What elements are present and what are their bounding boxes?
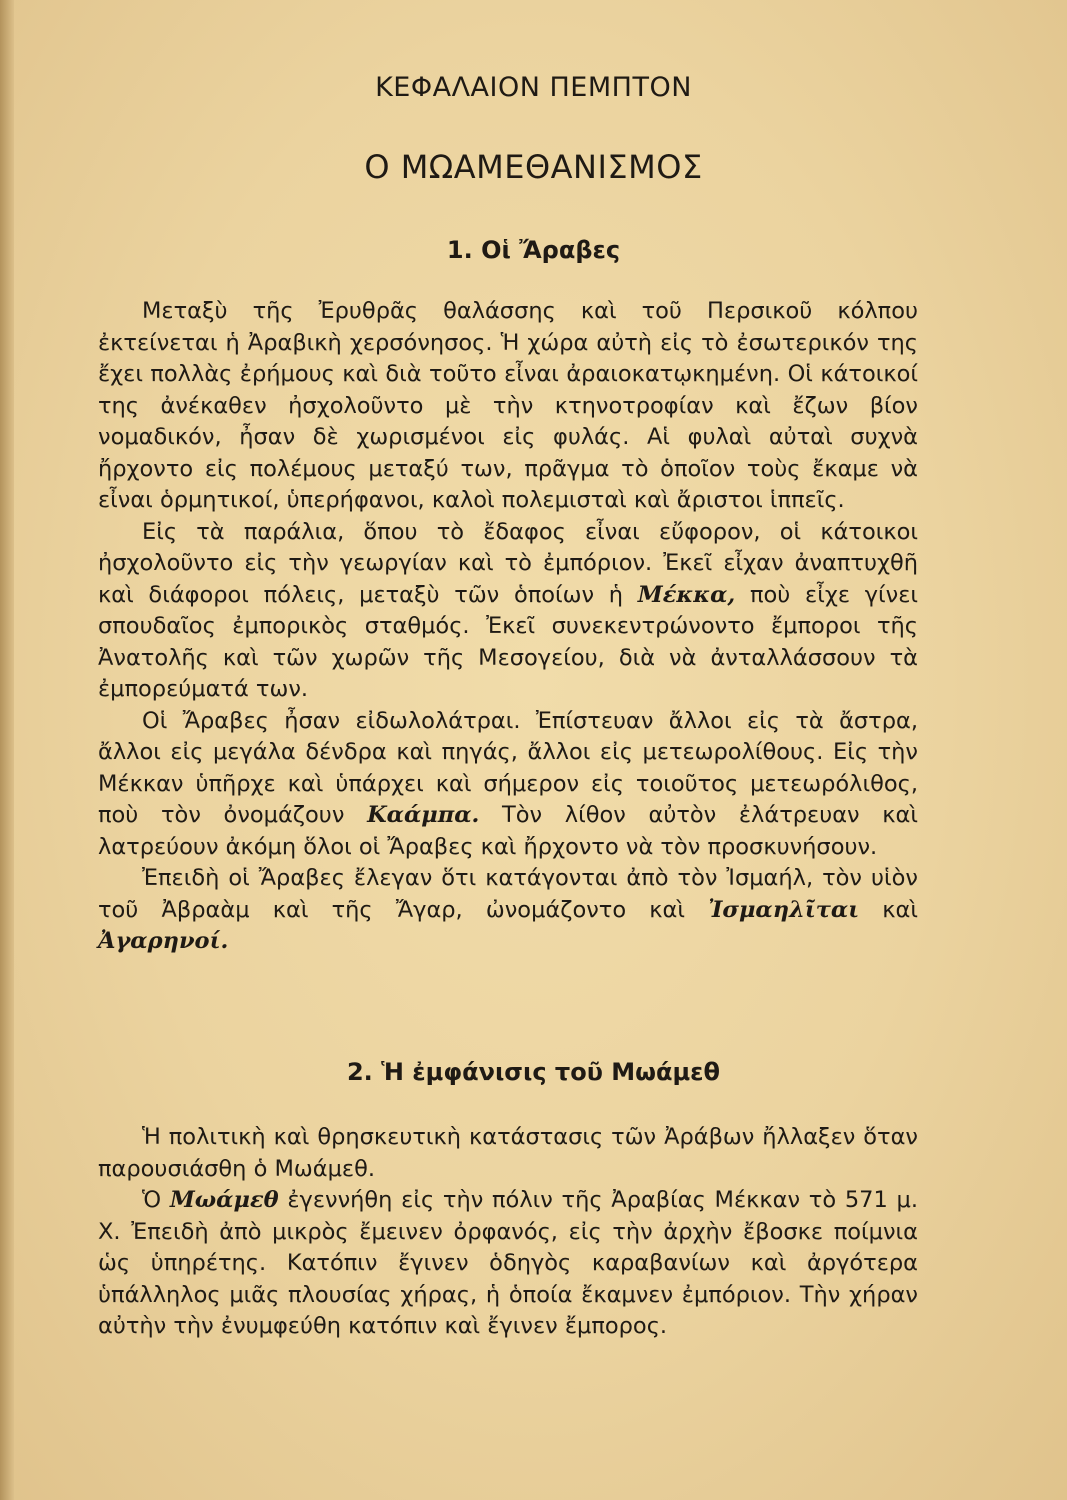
- chapter-title: Ο ΜΩΑΜΕΘΑΝΙΣΜΟΣ: [364, 148, 703, 186]
- emphasized-term: Ἀγαρηνοί.: [98, 928, 229, 954]
- text-run: Ἐπειδὴ οἱ Ἄραβες ἔλεγαν ὅτι κατάγονται ἀπὸ τὸν Ἰσμαήλ, τὸν υἱὸν τοῦ Ἀβραὰμ καὶ τῆς Ἄγαρ, ὠνομάζοντο καὶ: [98, 865, 918, 923]
- section-1-body: [98, 296, 918, 958]
- chapter-label: ΚΕΦΑΛΑΙΟΝ ΠΕΜΠΤΟΝ: [375, 72, 692, 103]
- section-heading-2: 2. Ἡ ἐμφάνισις τοῦ Μωάμεθ: [346, 1058, 721, 1086]
- section-2-body: [98, 1122, 918, 1343]
- emphasized-term: Μέκκα,: [637, 581, 736, 608]
- emphasized-term: Καάμπα.: [367, 802, 480, 828]
- paragraph: [98, 706, 918, 864]
- paragraph: [98, 1122, 918, 1185]
- text-run: ἐγεννήθη εἰς τὴν πόλιν τῆς Ἀραβίας Μέκκαν τὸ 571 μ. Χ. Ἐπειδὴ ἀπὸ μικρὸς ἔμεινεν ὀρφανός, εἰς τὴν ἀρχὴν ἔβοσκε ποίμνια ὡς ὑπηρέτης. Κατόπιν ἔγινεν ὁδηγὸς καραβανίων καὶ ἀργότερα ὑπάλληλος μιᾶς πλουσίας χήρας, ἡ ὁποία ἔκαμνεν ἐμπόριον. Τὴν χήραν αὐτὴν τὴν ἐνυμφεύθη κατόπιν καὶ ἔγινεν ἔμπορος.: [98, 1187, 918, 1339]
- text-run: Ὁ: [142, 1187, 170, 1213]
- emphasized-term: Μωάμεθ: [169, 1187, 279, 1213]
- text-run: Οἱ Ἄραβες ἦσαν εἰδωλολάτραι. Ἐπίστευαν ἄλλοι εἰς τὰ ἄστρα, ἄλλοι εἰς μεγάλα δένδρα καὶ πηγάς, ἄλλοι εἰς μετεωρολίθους. Εἰς τὴν Μέκκαν ὑπῆρχε καὶ ὑπάρχει καὶ σήμερον εἰς τοιοῦτος μετεωρόλιθος, ποὺ τὸν ὀνομάζουν: [98, 707, 918, 828]
- paragraph: [98, 863, 918, 958]
- text-run: Τὸν λίθον αὐτὸν ἐλάτρευαν καὶ λατρεύουν ἀκόμη ὅλοι οἱ Ἄραβες καὶ ἤρχοντο νὰ τὸν προσκυνήσουν.: [98, 802, 918, 860]
- text-run: Μεταξὺ τῆς Ἐρυθρᾶς θαλάσσης καὶ τοῦ Περσικοῦ κόλπου ἐκτείνεται ἡ Ἀραβικὴ χερσόνησος. Ἡ χώρα αὐτὴ εἰς τὸ ἐσωτερικόν της ἔχει πολλὰς ἐρήμους καὶ διὰ τοῦτο εἶναι ἀραιοκατῳκημένη. Οἱ κάτοικοί της ἀνέκαθεν ἠσχολοῦντο μὲ τὴν κτηνοτροφίαν καὶ ἔζων βίον νομαδικόν, ἦσαν δὲ χωρισμένοι εἰς φυλάς. Αἱ φυλαὶ αὐταὶ συχνὰ ἤρχοντο εἰς πολέμους μεταξύ των, πρᾶγμα τὸ ὁποῖον τοὺς ἔκαμε νὰ εἶναι ὁρμητικοί, ὑπερήφανοι, καλοὶ πολεμισταὶ καὶ ἄριστοι ἱππεῖς.: [98, 298, 918, 513]
- text-run: Εἰς τὰ παράλια, ὅπου τὸ ἔδαφος εἶναι εὔφορον, οἱ κάτοικοι ἠσχολοῦντο εἰς τὴν γεωργίαν καὶ τὸ ἐμπόριον. Ἐκεῖ εἶχαν ἀναπτυχθῆ καὶ διάφοροι πόλεις, μεταξὺ τῶν ὁποίων ἡ: [98, 518, 918, 608]
- text-run: ποὺ εἶχε γίνει σπουδαῖος ἐμπορικὸς σταθμός. Ἐκεῖ συνεκεντρώνοντο ἔμποροι τῆς Ἀνατολῆς καὶ τῶν χωρῶν τῆς Μεσογείου, διὰ νὰ ἀνταλλάσσουν τὰ ἐμπορεύματά των.: [98, 581, 918, 702]
- section-heading-1: 1. Οἱ Ἄραβες: [446, 236, 621, 264]
- paragraph: [98, 1185, 918, 1343]
- text-run: Ἡ πολιτικὴ καὶ θρησκευτικὴ κατάστασις τῶν Ἀράβων ἤλλαξεν ὅταν παρουσιάσθη ὁ Μωάμεθ.: [98, 1124, 918, 1182]
- paragraph: [98, 296, 918, 517]
- page-edge: [0, 0, 14, 1500]
- emphasized-term: Ἰσμαηλῖται: [708, 896, 860, 923]
- text-run: καὶ: [859, 896, 918, 923]
- paragraph: [98, 517, 918, 706]
